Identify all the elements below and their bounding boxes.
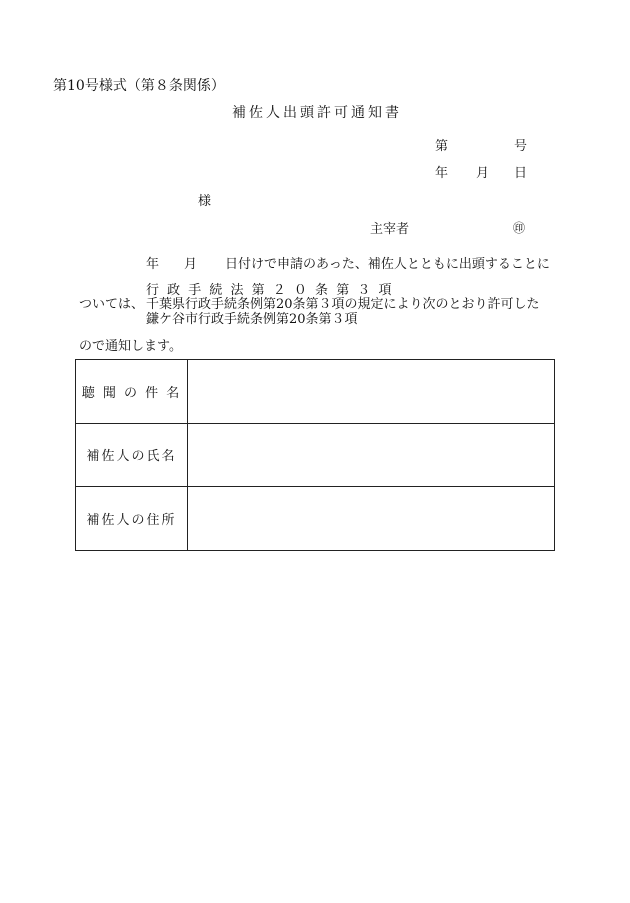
hearing-case-label: 聴 聞 の 件 名: [76, 360, 188, 424]
details-table: [75, 359, 555, 551]
table-row: [76, 360, 555, 424]
table-row: [76, 423, 555, 487]
assistant-name-value: [188, 423, 555, 487]
body-year-label: 年: [146, 257, 160, 272]
table-row: [76, 487, 555, 551]
addressee-suffix: 様: [198, 194, 212, 209]
assistant-address-label: 補佐人の住所: [76, 487, 188, 551]
number-suffix: 号: [514, 139, 528, 154]
body-tsuite: ついては、: [79, 297, 145, 312]
hearing-case-value: [188, 360, 555, 424]
document-title: 補佐人出頭許可通知書: [232, 105, 402, 121]
assistant-name-label: 補佐人の氏名: [76, 423, 188, 487]
date-year-label: 年: [435, 166, 449, 181]
body-text-line-1: 日付けで申請のあった、補佐人とともに出頭することに: [225, 257, 550, 272]
law-option-2: 千葉県行政手続条例第20条第３項の規定により次のとおり許可した: [146, 297, 540, 312]
date-month-label: 月: [476, 166, 490, 181]
number-prefix: 第: [435, 139, 449, 154]
form-number: 第10号様式（第８条関係）: [53, 78, 225, 94]
assistant-address-value: [188, 487, 555, 551]
body-month-label: 月: [184, 257, 198, 272]
closing-text: ので通知します。: [79, 339, 182, 354]
administrator-label: 主宰者: [370, 222, 410, 237]
date-day-label: 日: [514, 166, 528, 181]
seal-mark: ㊞: [513, 221, 526, 235]
law-option-3: 鎌ケ谷市行政手続条例第20条第３項: [146, 312, 358, 327]
law-option-1: 行 政 手 続 法 第 ２ ０ 条 第 ３ 項: [146, 283, 394, 298]
